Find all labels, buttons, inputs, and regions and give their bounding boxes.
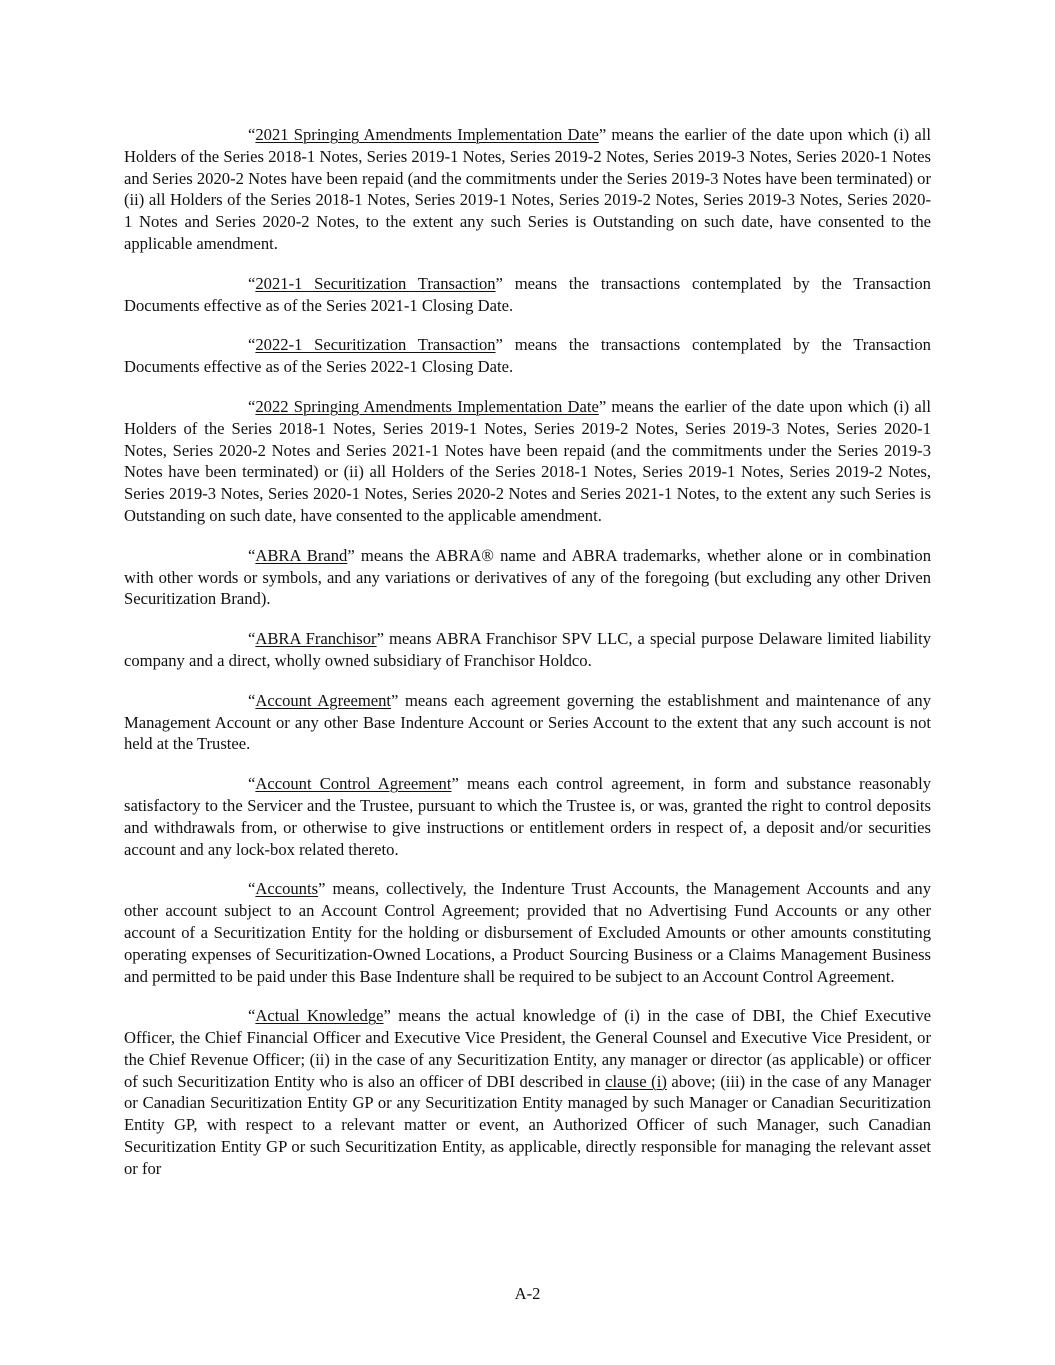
open-quote: “ [248,879,256,899]
definition-paragraph [124,1005,931,1179]
definition-text: ” means the transactions contemplated by the Transaction Documents effective as of the Series 2021-1 Closing Date. [124,273,931,315]
open-quote: “ [248,1006,256,1026]
defined-term: 2021-1 Securitization Transaction [255,273,496,293]
open-quote: “ [248,396,256,416]
open-quote: “ [248,545,256,565]
open-quote: “ [248,125,256,144]
definition-text: ” means the earlier of the date upon which (i) all Holders of the Series 2018-1 Notes, Series 2019-1 Notes, Series 2019-2 Notes, Series 2019-3 Notes, Series 2020-1 Notes and Series 2020-2 Notes have been repaid (and the commitments under the Series 2019-3 Notes have been terminated) or (ii) all Holders of the Series 2018-1 Notes, Series 2019-1 Notes, Series 2019-2 Notes, Series 2019-3 Notes, Series 2020-1 Notes and Series 2020-2 Notes, to the extent any such Series is Outstanding on such date, have consented to the applicable amendment. [124,125,931,253]
definitions-body [124,124,931,1198]
definition-paragraph [124,545,931,610]
defined-term: ABRA Franchisor [255,629,377,649]
open-quote: “ [248,774,256,794]
defined-term: 2021 Springing Amendments Implementation Date [255,125,599,144]
definition-paragraph [124,273,931,317]
open-quote: “ [248,690,256,710]
defined-term: Accounts [255,879,319,899]
defined-term: Account Agreement [255,690,392,710]
definition-text: ” means, collectively, the Indenture Trust Accounts, the Management Accounts and any other account subject to an Account Control Agreement; provided that no Advertising Fund Accounts or any other account of a Securitization Entity for the holding or disbursement of Excluded Amounts or other amounts constituting operating expenses of Securitization-Owned Locations, a Product Sourcing Business or a Claims Management Business and permitted to be paid under this Base Indenture shall be required to be subject to an Account Control Agreement. [124,879,931,986]
definition-text: ” means the transactions contemplated by the Transaction Documents effective as of the Series 2022-1 Closing Date. [124,335,931,377]
open-quote: “ [248,629,256,649]
definition-paragraph [124,334,931,378]
definition-paragraph [124,690,931,755]
definition-text: ” means each agreement governing the establishment and maintenance of any Management Account or any other Base Indenture Account or Series Account to the extent that any such account is not held at the Trustee. [124,690,931,754]
defined-term: 2022 Springing Amendments Implementation Date [255,396,599,416]
defined-term: 2022-1 Securitization Transaction [255,335,496,355]
definition-text: ” means the actual knowledge of (i) in the case of DBI, the Chief Executive Officer, the Chief Financial Officer and Executive Vice President, the General Counsel and Executive Vice President, or the Chief Revenue Officer; (ii) in the case of any Securitization Entity, any manager or director (as applicable) or officer of such Securitization Entity who is also an officer of DBI described in [124,1006,931,1091]
definition-paragraph [124,878,931,987]
clause-reference: clause (i) [605,1071,667,1091]
definition-text-continued: above; (iii) in the case of any Manager or Canadian Securitization Entity GP or any Securitization Entity managed by such Manager or Canadian Securitization Entity GP, with respect to a relevant matter or event, an Authorized Officer of such Manager, such Canadian Securitization Entity GP or such Securitization Entity, as applicable, directly responsible for managing the relevant asset or for [124,1071,931,1178]
defined-term: Actual Knowledge [255,1006,384,1026]
definition-text: ” means the earlier of the date upon which (i) all Holders of the Series 2018-1 Notes, Series 2019-1 Notes, Series 2019-2 Notes, Series 2019-3 Notes, Series 2020-1 Notes, Series 2020-2 Notes and Series 2021-1 Notes have been repaid (and the commitments under the Series 2019-3 Notes have been terminated) or (ii) all Holders of the Series 2018-1 Notes, Series 2019-1 Notes, Series 2019-2 Notes, Series 2019-3 Notes, Series 2020-1 Notes, Series 2020-2 Notes and Series 2021-1 Notes, to the extent any such Series is Outstanding on such date, have consented to the applicable amendment. [124,396,931,525]
page-number: A-2 [514,1284,541,1303]
definition-paragraph [124,628,931,672]
definition-text: ” means the ABRA® name and ABRA trademarks, whether alone or in combination with other words or symbols, and any variations or derivatives of any of the foregoing (but excluding any other Driven Securitization Brand). [124,545,931,609]
definition-paragraph [124,773,931,860]
open-quote: “ [248,335,256,355]
defined-term: ABRA Brand [255,545,348,565]
open-quote: “ [248,273,256,293]
definition-paragraph [124,124,931,255]
definition-paragraph [124,396,931,527]
defined-term: Account Control Agreement [255,774,452,794]
definition-text: ” means each control agreement, in form and substance reasonably satisfactory to the Servicer and the Trustee, pursuant to which the Trustee is, or was, granted the right to control deposits and withdrawals from, or otherwise to give instructions or entitlement orders in respect of, a deposit and/or securities account and any lock-box related thereto. [124,774,931,859]
definition-text: ” means ABRA Franchisor SPV LLC, a special purpose Delaware limited liability company and a direct, wholly owned subsidiary of Franchisor Holdco. [124,629,931,670]
